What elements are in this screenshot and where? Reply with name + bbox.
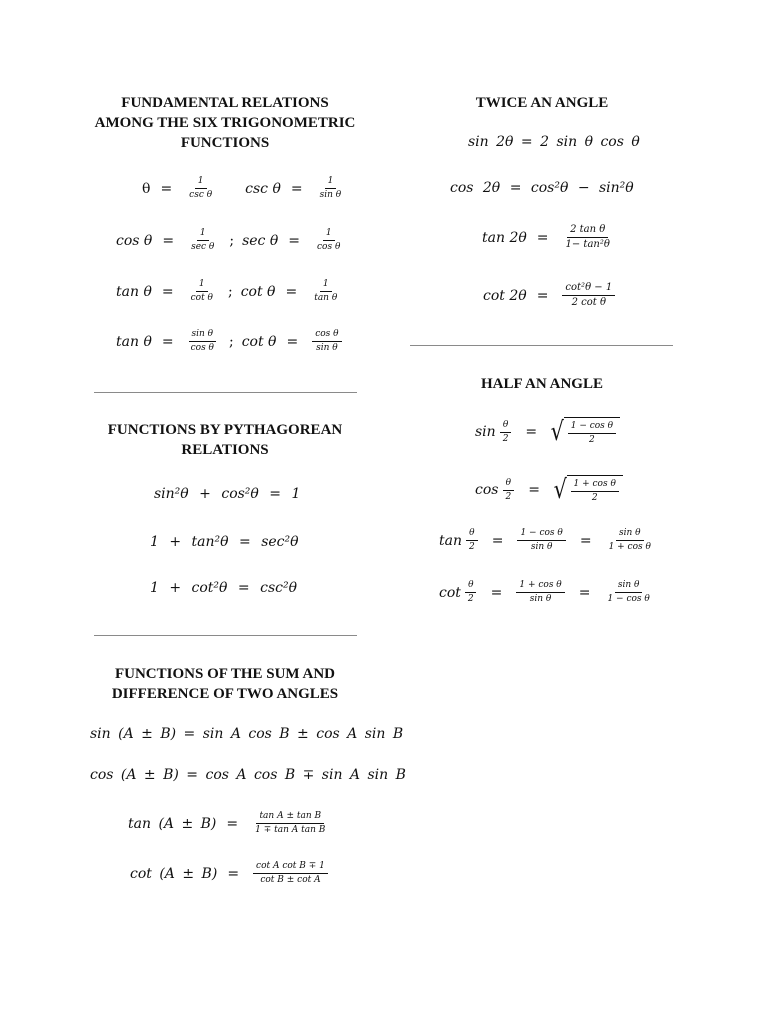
fraction: $\frac{1}{\text{sec θ}}$ [191, 228, 215, 252]
half-eq-2: cos $\frac{\theta}{2}$ = √ $\frac{\text{1 + cos θ}}{2}$ [475, 475, 623, 505]
heading-line: FUNCTIONS BY PYTHAGOREAN [107, 422, 343, 438]
pythagorean-eq-2: 1 + tan²θ = sec²θ [150, 534, 299, 550]
fundamental-relations-heading [80, 93, 370, 153]
section-divider [94, 392, 357, 393]
fraction: $\frac{\text{1 − cos θ}}{\text{sin θ}}$ [517, 528, 565, 553]
pythagorean-eq-1: sin²θ + cos²θ = 1 [154, 486, 301, 502]
fraction: $\frac{\text{cot²θ − 1}}{\text{2 cot θ}}$ [562, 282, 615, 309]
fundamental-eq-1: θ = $\frac{1}{\text{csc θ}}$ csc θ = $\frac{1}{\text{sin θ}}$ [142, 176, 348, 201]
fraction: $\frac{\theta}{2}$ [465, 580, 477, 605]
fraction: $\frac{\text{1 + cos θ}}{\text{sin θ}}$ [516, 580, 564, 605]
sum-difference-heading [80, 664, 370, 704]
heading-line: FUNCTIONS OF THE SUM AND [114, 666, 336, 682]
pythagorean-heading [80, 420, 370, 460]
heading-line: HALF AN ANGLE [481, 376, 603, 392]
heading-line: FUNCTIONS [180, 135, 270, 151]
fundamental-eq-4: tan θ = $\frac{\text{sin θ}}{\text{cos θ}}$ ; cot θ = $\frac{\text{cos θ}}{\text{sin θ}}$ [116, 329, 346, 354]
square-root [549, 417, 620, 447]
fraction: $\frac{\theta}{2}$ [502, 478, 514, 503]
sum-difference-eq-4: cot (A ± B) = $\frac{\text{cot A cot B ∓ 1}}{\text{cot B ± cot A}}$ [130, 861, 332, 886]
fraction: $\frac{\text{2 tan θ}}{\text{1− tan²θ}}$ [565, 224, 610, 250]
fraction: $\frac{\theta}{2}$ [466, 528, 478, 553]
sum-difference-eq-1: sin (A ± B) = sin A cos B ± cos A sin B [90, 726, 404, 742]
fundamental-eq-2: cos θ = $\frac{1}{\text{sec θ}}$ ; sec θ = $\frac{1}{\text{cos θ}}$ [116, 228, 347, 253]
fraction: $\frac{\theta}{2}$ [500, 420, 512, 445]
square-root [552, 475, 623, 505]
twice-angle-heading [410, 93, 674, 113]
fraction: $\frac{\text{1 + cos θ}}{2}$ [571, 479, 619, 504]
fraction: $\frac{1}{\text{sin θ}}$ [319, 176, 342, 200]
pythagorean-eq-3: 1 + cot²θ = csc²θ [150, 580, 298, 596]
fundamental-eq-3: tan θ = $\frac{1}{\text{cot θ}}$ ; cot θ = $\frac{1}{\text{tan θ}}$ [116, 279, 344, 304]
section-divider [94, 635, 357, 636]
half-eq-3: tan $\frac{\theta}{2}$ = $\frac{\text{1 − cos θ}}{\text{sin θ}}$ = $\frac{\text{sin θ}}{\text{1 + cos θ}}$ [439, 528, 658, 553]
fraction: $\frac{1}{\text{csc θ}}$ [189, 176, 213, 200]
sum-difference-eq-2: cos (A ± B) = cos A cos B ∓ sin A sin B [90, 767, 406, 783]
fraction: $\frac{\text{sin θ}}{\text{1 + cos θ}}$ [608, 528, 651, 552]
fraction: $\frac{1}{\text{cot θ}}$ [190, 279, 213, 303]
radical-sign-icon: √ [553, 475, 567, 505]
fraction: $\frac{\text{tan A ± tan B}}{\text{1 ∓ tan A tan B}}$ [255, 811, 326, 835]
fraction: $\frac{\text{sin θ}}{\text{cos θ}}$ [188, 329, 217, 354]
section-divider [410, 345, 673, 346]
twice-eq-1: sin 2θ = 2 sin θ cos θ [468, 134, 640, 150]
twice-eq-3: tan 2θ = $\frac{\text{2 tan θ}}{\text{1− tan²θ}}$ [482, 224, 617, 251]
radical-sign-icon: √ [550, 417, 565, 447]
heading-line: DIFFERENCE OF TWO ANGLES [111, 686, 339, 702]
heading-line: TWICE AN ANGLE [475, 95, 609, 111]
sum-difference-eq-3: tan (A ± B) = $\frac{\text{tan A ± tan B}}{\text{1 ∓ tan A tan B}}$ [128, 811, 332, 836]
half-eq-1: sin $\frac{\theta}{2}$ = √ $\frac{\text{1 − cos θ}}{2}$ [475, 417, 620, 447]
fraction: $\frac{\text{1 − cos θ}}{2}$ [568, 421, 616, 446]
fraction: $\frac{1}{\text{tan θ}}$ [314, 279, 338, 303]
heading-line: RELATIONS [181, 442, 269, 458]
fraction: $\frac{1}{\text{cos θ}}$ [317, 228, 341, 252]
fraction: $\frac{\text{cot A cot B ∓ 1}}{\text{cot B ± cot A}}$ [253, 861, 328, 886]
heading-line: AMONG THE SIX TRIGONOMETRIC [94, 115, 356, 131]
heading-line: FUNDAMENTAL RELATIONS [121, 95, 329, 111]
half-angle-heading [410, 374, 674, 394]
half-eq-4: cot $\frac{\theta}{2}$ = $\frac{\text{1 + cos θ}}{\text{sin θ}}$ = $\frac{\text{sin θ}}{\text{1 − cos θ}}$ [439, 580, 657, 605]
fraction: $\frac{\text{cos θ}}{\text{sin θ}}$ [312, 329, 341, 354]
twice-eq-2: cos 2θ = cos²θ − sin²θ [450, 180, 634, 196]
twice-eq-4: cot 2θ = $\frac{\text{cot²θ − 1}}{\text{2 cot θ}}$ [483, 282, 619, 309]
fraction: $\frac{\text{sin θ}}{\text{1 − cos θ}}$ [607, 580, 650, 604]
